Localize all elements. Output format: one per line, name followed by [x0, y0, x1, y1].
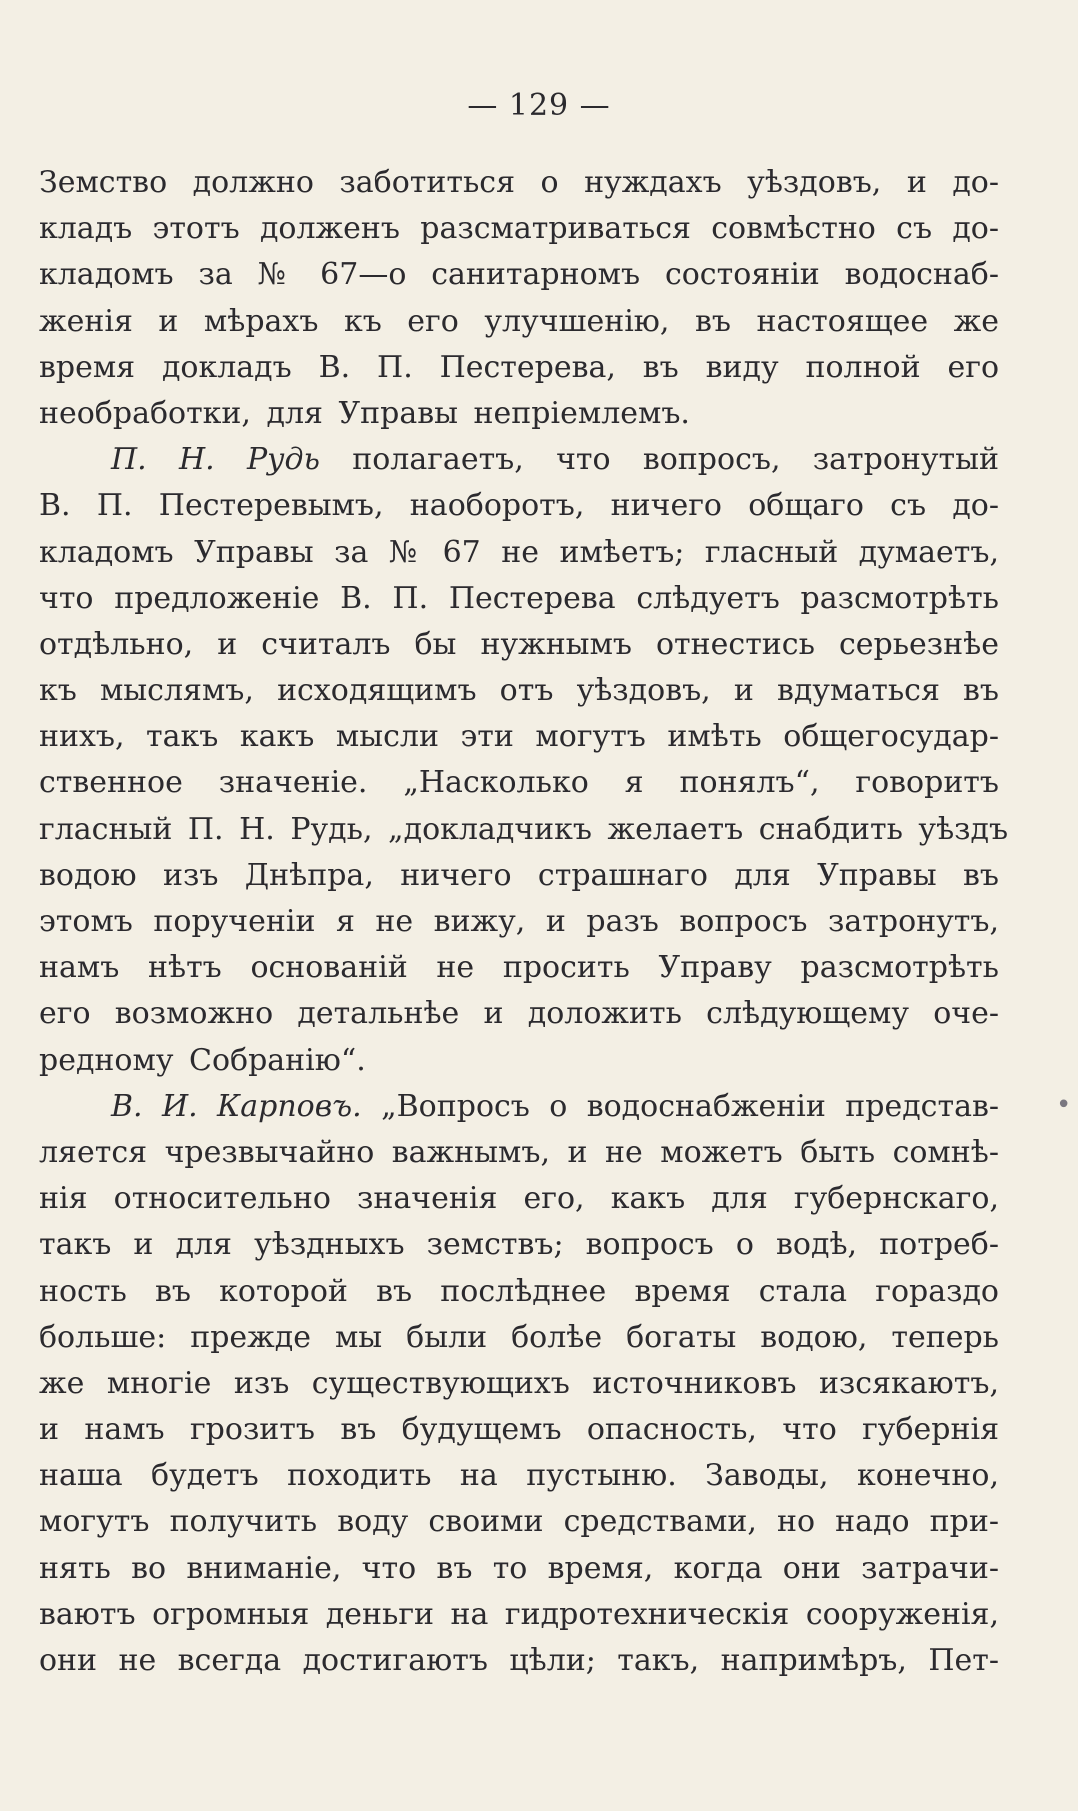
text-line: [39, 945, 999, 991]
text-segment: больше: прежде мы были болѣе богаты водою, теперь: [39, 1319, 999, 1355]
margin-dot: •: [1056, 1090, 1072, 1120]
text-segment: водою изъ Днѣпра, ничего страшнаго для Управы въ: [39, 857, 999, 893]
text-segment: „Вопросъ о водоснабженіи представ-: [361, 1088, 999, 1124]
text-segment: и намъ грозитъ въ будущемъ опасность, что губернія: [39, 1412, 999, 1448]
page-number: — 129 —: [467, 88, 611, 123]
speaker-name: П. Н. Рудь: [111, 442, 320, 478]
text-line: [39, 668, 999, 714]
text-segment: кладомъ за № 67—о санитарномъ состояніи водоснаб-: [39, 257, 999, 293]
text-segment: этомъ порученіи я не вижу, и разъ вопросъ затронутъ,: [39, 904, 999, 939]
text-segment: его возможно детальнѣе и доложить слѣдующему оче-: [39, 996, 999, 1032]
text-line: [39, 1499, 999, 1545]
text-segment: наша будетъ походить на пустыню. Заводы, конечно,: [39, 1458, 999, 1494]
text-line: [39, 899, 999, 945]
text-line: [39, 160, 999, 206]
text-line: [39, 714, 999, 760]
text-line: [39, 1222, 999, 1268]
text-segment: ность въ которой въ послѣднее время стала гораздо: [39, 1273, 999, 1309]
text-segment: полагаетъ, что вопросъ, затронутый: [319, 442, 1000, 478]
text-line: [39, 1176, 999, 1222]
text-segment: ляется чрезвычайно важнымъ, и не можетъ быть сомнѣ-: [39, 1134, 999, 1170]
text-line: [39, 437, 999, 483]
text-line: [39, 1546, 999, 1592]
text-line: [39, 299, 999, 345]
text-segment: что предложеніе В. П. Пестерева слѣдуетъ разсмотрѣть: [39, 580, 999, 616]
text-segment: необработки, для Управы непріемлемъ.: [39, 395, 690, 431]
speaker-name: В. И. Карповъ.: [111, 1088, 362, 1124]
text-segment: намъ нѣтъ основаній не просить Управу разсмотрѣть: [39, 950, 999, 986]
text-line: [39, 345, 999, 391]
text-segment: къ мыслямъ, исходящимъ отъ уѣздовъ, и вдуматься въ: [39, 673, 999, 709]
text-segment: они не всегда достигаютъ цѣли; такъ, напримѣръ, Пет-: [39, 1643, 999, 1678]
text-line: [39, 760, 999, 806]
text-line: [39, 206, 999, 252]
text-segment: редному Собранію“.: [39, 1042, 366, 1078]
text-line: [39, 1269, 999, 1315]
text-line: [39, 391, 999, 437]
text-line: [39, 622, 999, 668]
text-line: [39, 1407, 999, 1453]
text-line: [39, 530, 999, 576]
text-segment: ваютъ огромныя деньги на гидротехническія сооруженія,: [39, 1596, 999, 1632]
text-line: [39, 1592, 999, 1638]
text-line: [39, 991, 999, 1037]
text-segment: кладъ этотъ долженъ разсматриваться совмѣстно съ до-: [39, 211, 999, 247]
text-line: [39, 252, 999, 298]
text-line: [39, 1638, 999, 1684]
text-segment: нихъ, такъ какъ мысли эти могутъ имѣть общегосудар-: [39, 719, 999, 755]
text-segment: Земство должно заботиться о нуждахъ уѣздовъ, и до-: [39, 165, 999, 200]
text-segment: отдѣльно, и считалъ бы нужнымъ отнестись серьезнѣе: [39, 626, 999, 662]
text-segment: гласный П. Н. Рудь, „докладчикъ желаетъ снабдить уѣздъ: [39, 811, 1009, 847]
text-line: [39, 1130, 999, 1176]
text-line: [39, 1038, 999, 1084]
text-line: [39, 576, 999, 622]
text-segment: ственное значеніе. „Насколько я понялъ“, говоритъ: [39, 765, 999, 801]
text-line: [39, 1315, 999, 1361]
text-line: [39, 807, 1009, 853]
text-segment: кладомъ Управы за № 67 не имѣетъ; гласный думаетъ,: [39, 534, 999, 570]
text-line: [39, 853, 999, 899]
text-segment: нять во вниманіе, что въ то время, когда они затрачи-: [39, 1550, 999, 1586]
text-line: [39, 1084, 999, 1130]
text-line: [39, 1453, 999, 1499]
text-segment: нія относительно значенія его, какъ для губернскаго,: [39, 1181, 999, 1217]
text-segment: могутъ получить воду своими средствами, но надо при-: [39, 1504, 999, 1540]
text-line: [39, 1361, 999, 1407]
text-segment: женія и мѣрахъ къ его улучшенію, въ настоящее же: [39, 303, 999, 339]
text-segment: же многіе изъ существующихъ источниковъ изсякаютъ,: [39, 1365, 999, 1401]
text-segment: время докладъ В. П. Пестерева, въ виду полной его: [39, 349, 999, 385]
text-line: [39, 483, 999, 529]
text-segment: такъ и для уѣздныхъ земствъ; вопросъ о водѣ, потреб-: [39, 1227, 999, 1263]
text-segment: В. П. Пестеревымъ, наоборотъ, ничего общаго съ до-: [39, 488, 999, 524]
body-text: [39, 160, 1009, 1684]
